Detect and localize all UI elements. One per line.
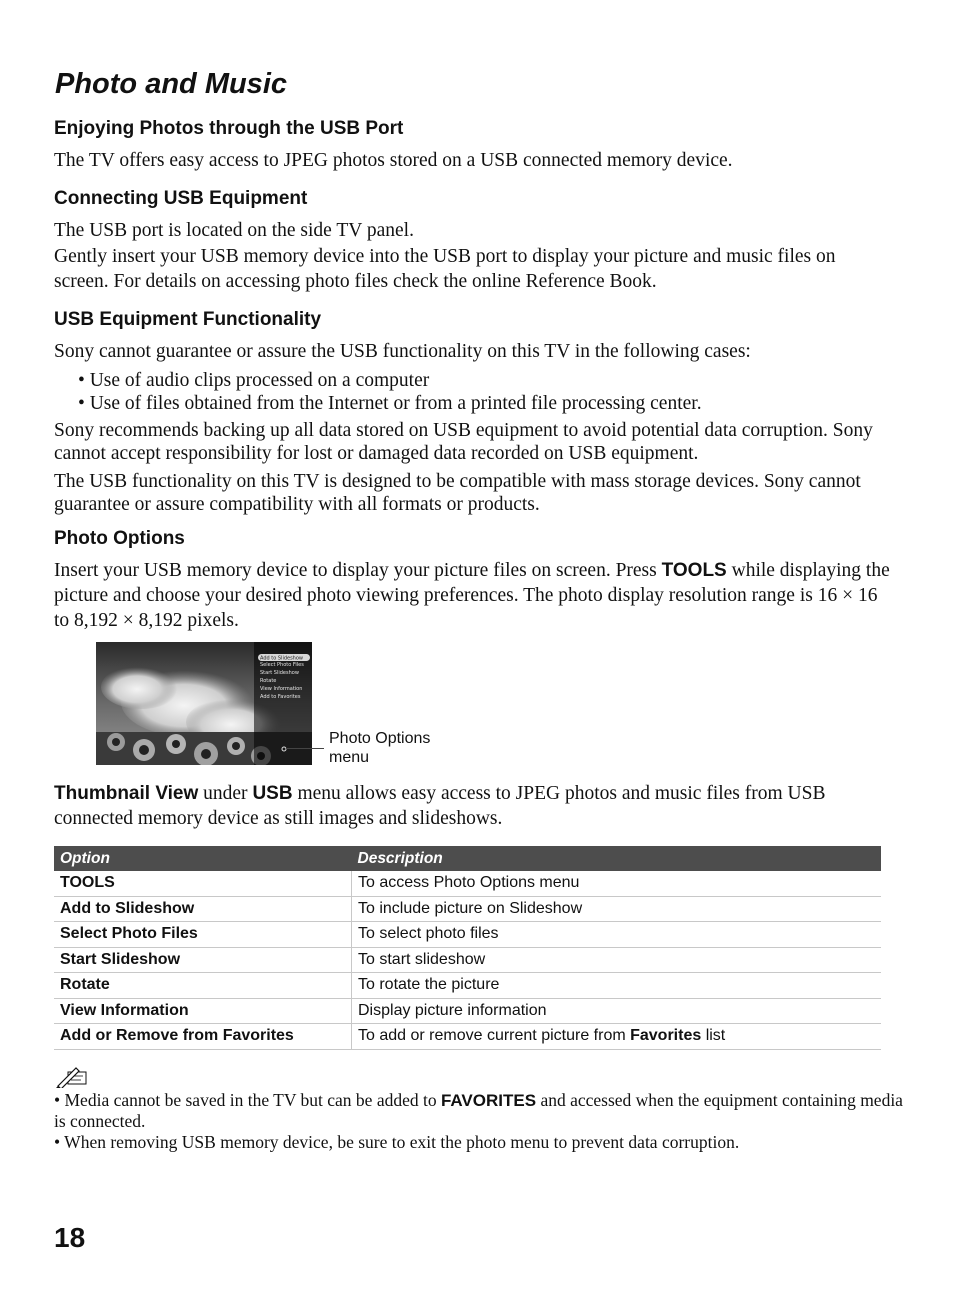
option-cell: Add to Slideshow [54,896,352,922]
column-header-description: Description [352,846,882,871]
option-cell: TOOLS [54,871,352,896]
heading-usb-functionality: USB Equipment Functionality [54,309,322,330]
sunflower-photo [96,642,312,765]
usb-key: USB [252,783,293,804]
connecting-line1: The USB port is located on the side TV panel. [54,220,414,241]
table-row [54,998,881,1024]
menu-item-start-slideshow: Start Slideshow [260,670,299,676]
option-cell: Select Photo Files [54,922,352,948]
description-cell: To start slideshow [352,947,882,973]
functionality-para2: Sony recommends backing up all data stored on USB equipment to avoid potential data corruption. Sony cannot accept responsibility for lost or damaged data recorded on USB equipment. [54,420,873,464]
description-cell: To select photo files [352,922,882,948]
functionality-para3: The USB functionality on this TV is designed to be compatible with mass storage devices. Sony cannot guarantee or assure compatibility with all formats or products. [54,471,861,515]
pencil-note-icon [54,1066,90,1088]
note-favorites: • Media cannot be saved in the TV but can be added to FAVORITES and accessed when the equipment containing media is connected. [54,1090,903,1131]
note-removing-usb: • When removing USB memory device, be sure to exit the photo menu to prevent data corruption. [54,1132,740,1152]
option-cell: Start Slideshow [54,947,352,973]
description-cell: Display picture information [352,998,882,1024]
photo-options-table [54,846,881,1050]
table-row [54,947,881,973]
heading-connecting-usb: Connecting USB Equipment [54,188,308,209]
option-cell: Rotate [54,973,352,999]
enjoying-text: The TV offers easy access to JPEG photos stored on a USB connected memory device. [54,150,733,171]
page-title: Photo and Music [55,68,287,100]
callout-line [286,748,324,749]
menu-item-rotate: Rotate [260,678,277,684]
favorites-key: Favorites [630,1027,702,1045]
description-cell: To include picture on Slideshow [352,896,882,922]
photo-options-screenshot [96,642,312,765]
table-header-row [54,846,881,871]
option-cell: View Information [54,998,352,1024]
bullet-item: • Use of audio clips processed on a computer [78,370,430,391]
photo-options-text: Insert your USB memory device to display your picture files on screen. Press TOOLS while displaying the picture and choose your desired photo viewing preferences. The photo display resolution range is 16 × 16 to 8,192 × 8,192 pixels. [54,560,890,631]
connecting-line2: Gently insert your USB memory device into the USB port to display your picture and music files on screen. For details on accessing photo files check the online Reference Book. [54,246,836,292]
tools-key: TOOLS [661,560,727,581]
heading-enjoying-photos: Enjoying Photos through the USB Port [54,118,404,139]
favorites-key: FAVORITES [440,1091,537,1110]
column-header-option: Option [54,846,352,871]
menu-item-add-to-slideshow: Add to Slideshow [260,655,304,662]
table-row [54,871,881,896]
page-number: 18 [54,1222,86,1253]
photo-options-callout: Photo Options menu [329,730,431,766]
heading-photo-options: Photo Options [54,528,185,549]
description-cell: To rotate the picture [352,973,882,999]
description-cell: To access Photo Options menu [352,871,882,896]
menu-item-add-to-favorites: Add to Favorites [260,694,301,700]
menu-item-select-photo-files: Select Photo Files [260,662,304,668]
table-row [54,896,881,922]
bullet-item: • Use of files obtained from the Internet or from a printed file processing center. [78,393,702,414]
thumbnail-view-key: Thumbnail View [54,783,199,804]
thumbnail-view-text: Thumbnail View under USB menu allows easy access to JPEG photos and music files from USB connected memory device as still images and slideshows. [54,783,826,829]
menu-item-view-information: View Information [260,686,303,692]
option-cell: Add or Remove from Favorites [54,1024,352,1050]
description-cell: To add or remove current picture from Favorites list [352,1024,882,1050]
table-row [54,1024,881,1050]
table-row [54,973,881,999]
functionality-intro: Sony cannot guarantee or assure the USB functionality on this TV in the following cases: [54,341,751,362]
table-row [54,922,881,948]
